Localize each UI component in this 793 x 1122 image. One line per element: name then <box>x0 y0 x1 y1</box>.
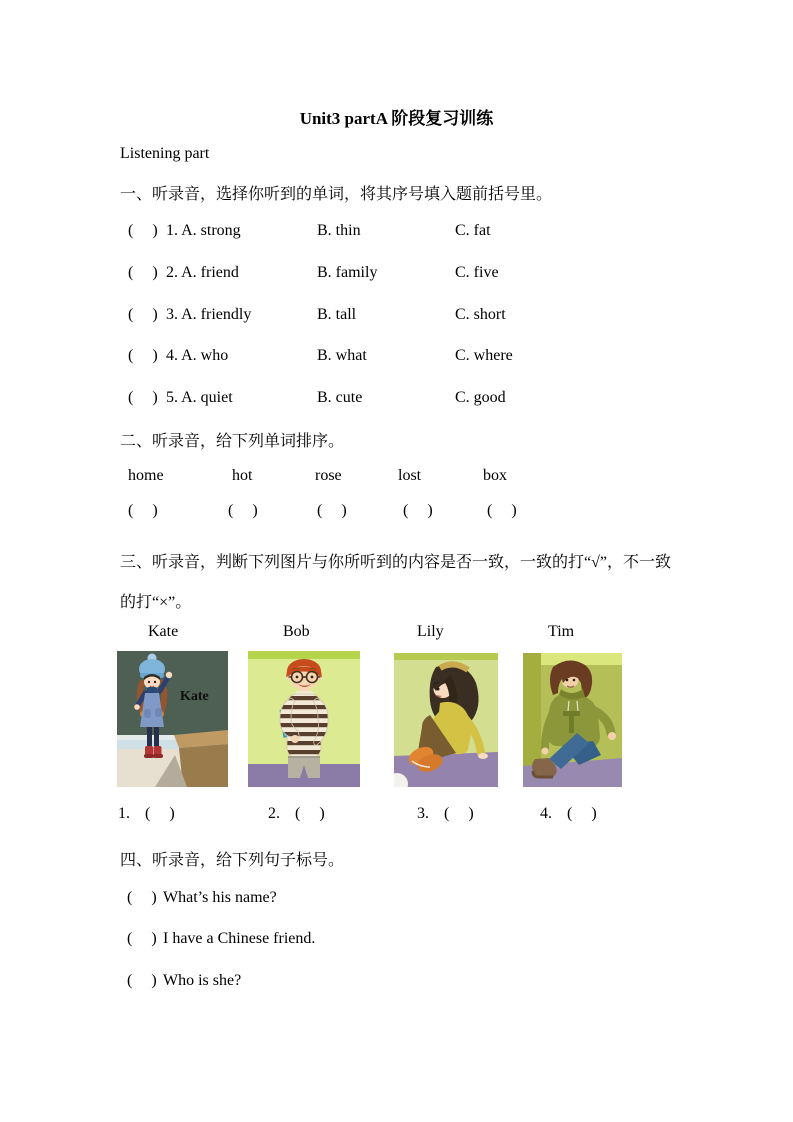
answer-blank: ( ) <box>127 930 157 947</box>
sentence-row-1 <box>0 889 793 911</box>
picture-name: Tim <box>548 623 575 640</box>
section2-heading: 二、听录音，给下列单词排序。 <box>120 433 345 450</box>
word: lost <box>398 467 422 484</box>
sentence-row-3 <box>0 972 793 994</box>
choice-row-5 <box>0 389 793 411</box>
answer-blank: ( ) <box>127 889 157 906</box>
section4-heading: 四、听录音，给下列句子标号。 <box>120 852 345 869</box>
answer-blank: ( ) <box>128 502 158 519</box>
option-a: 2. A. friend <box>166 264 239 281</box>
answer-blank: ( ) <box>127 972 157 989</box>
choice-row-2 <box>0 264 793 286</box>
tim-picture <box>523 653 622 787</box>
sentence-text: I have a Chinese friend. <box>163 930 316 947</box>
sentence-text: What’s his name? <box>163 889 277 906</box>
word: home <box>128 467 164 484</box>
choice-row-3 <box>0 306 793 328</box>
option-b: B. thin <box>317 222 361 239</box>
picture-answer-3: 3. ( ) <box>417 805 474 822</box>
picture-answer-row <box>0 805 793 827</box>
picture-answer-1: 1. ( ) <box>118 805 175 822</box>
sentence-text: Who is she? <box>163 972 242 989</box>
picture-name-row <box>0 623 793 645</box>
choice-row-1 <box>0 222 793 244</box>
lily-picture <box>394 653 498 787</box>
answer-blank: ( ) <box>128 222 158 239</box>
option-c: C. five <box>455 264 499 281</box>
picture-name: Kate <box>148 623 179 640</box>
option-c: C. fat <box>455 222 491 239</box>
word: box <box>483 467 507 484</box>
picture-name: Lily <box>417 623 444 640</box>
option-c: C. short <box>455 306 506 323</box>
kate-illustration <box>117 651 228 787</box>
choice-row-4 <box>0 347 793 369</box>
option-b: B. family <box>317 264 378 281</box>
answer-blank: ( ) <box>128 306 158 323</box>
section1-heading: 一、听录音，选择你听到的单词，将其序号填入题前括号里。 <box>120 186 553 203</box>
section3-heading-line2: 的打“×”。 <box>120 594 192 611</box>
bob-picture <box>248 651 360 787</box>
section3-heading-line1: 三、听录音，判断下列图片与你所听到的内容是否一致，一致的打“√”，不一致 <box>120 554 671 571</box>
option-c: C. where <box>455 347 513 364</box>
page-title: Unit3 partA 阶段复习训练 <box>299 109 494 128</box>
option-b: B. what <box>317 347 367 364</box>
bob-illustration <box>248 651 360 787</box>
picture-answer-4: 4. ( ) <box>540 805 597 822</box>
option-a: 3. A. friendly <box>166 306 252 323</box>
answer-blank: ( ) <box>228 502 258 519</box>
option-a: 4. A. who <box>166 347 229 364</box>
answer-blank: ( ) <box>487 502 517 519</box>
answer-blank: ( ) <box>128 389 158 406</box>
tim-illustration <box>523 653 622 787</box>
lily-illustration <box>394 653 498 787</box>
answer-blank: ( ) <box>128 347 158 364</box>
option-b: B. cute <box>317 389 363 406</box>
option-b: B. tall <box>317 306 357 323</box>
word: rose <box>315 467 342 484</box>
picture-answer-2: 2. ( ) <box>268 805 325 822</box>
option-a: 5. A. quiet <box>166 389 233 406</box>
option-a: 1. A. strong <box>166 222 241 239</box>
answer-blank: ( ) <box>317 502 347 519</box>
kate-picture <box>117 651 228 787</box>
word-row <box>0 467 793 489</box>
answer-blank: ( ) <box>128 264 158 281</box>
word: hot <box>232 467 253 484</box>
sentence-row-2 <box>0 930 793 952</box>
word-blank-row <box>0 502 793 524</box>
picture-name: Bob <box>283 623 310 640</box>
option-c: C. good <box>455 389 506 406</box>
answer-blank: ( ) <box>403 502 433 519</box>
chalkboard-name-label: Kate <box>180 689 209 704</box>
listening-part-label: Listening part <box>120 145 210 162</box>
